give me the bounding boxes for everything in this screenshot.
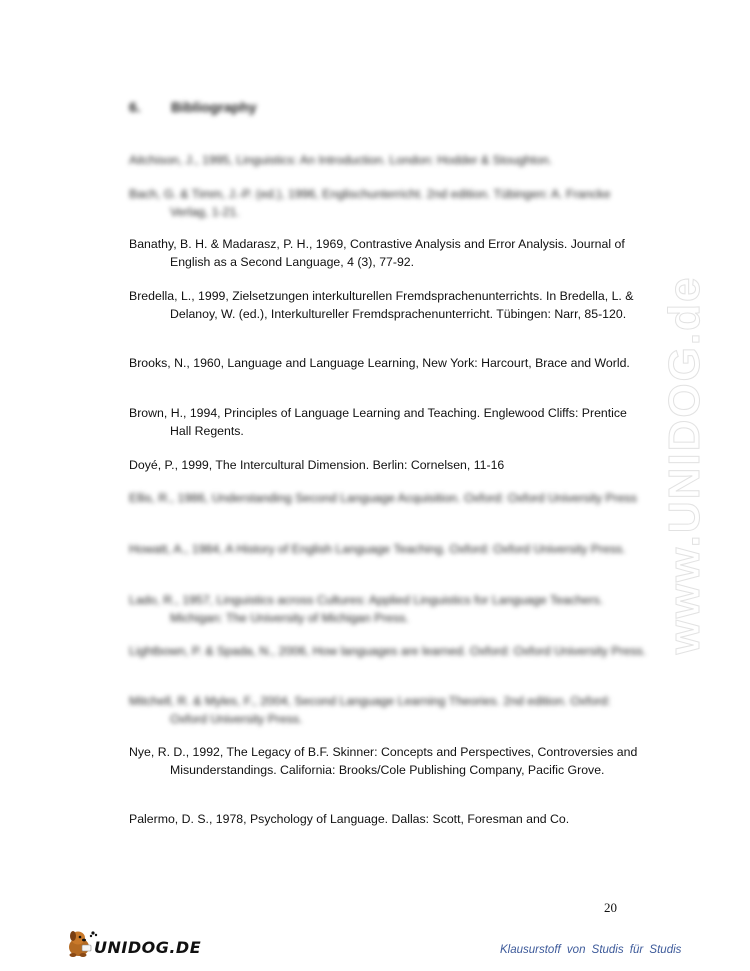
bib-entry-aitchison: Aitchison, J., 1995, Linguistics: An Introduction. London: Hodder & Stoughton.	[129, 153, 553, 167]
page-number: 20	[604, 900, 617, 915]
section-title: Bibliography	[171, 99, 257, 115]
footer-tagline: Klausurstoff von Studis für Studis	[500, 944, 682, 956]
bib-entry-lado: Lado, R., 1957, Linguistics across Cultures: Applied Linguistics for Language Teachers. Michigan: The University of Michigan Press.	[129, 593, 604, 625]
bib-entry-bach: Bach, G. & Timm, J.-P. (ed.), 1996, Englischunterricht. 2nd edition. Tübingen: A. Francke Verlag, 1-21.	[129, 187, 611, 219]
unidog-logo	[64, 924, 202, 964]
bib-entry-palermo: Palermo, D. S., 1978, Psychology of Language. Dallas: Scott, Foresman and Co.	[129, 812, 570, 826]
watermark-text: www.UNIDOG.de	[660, 275, 709, 655]
bib-entry-brown: Brown, H., 1994, Principles of Language Learning and Teaching. Englewood Cliffs: Prentice Hall Regents.	[129, 406, 627, 438]
watermark	[655, 250, 715, 680]
logo-text: UNIDOG.DE	[94, 938, 202, 957]
bib-entry-mitchell: Mitchell, R. & Myles, F., 2004, Second Language Learning Theories. 2nd edition. Oxford: Oxford University Press.	[129, 694, 611, 726]
bib-entry-ellis: Ellis, R., 1986, Understanding Second Language Acquisition. Oxford: Oxford University Press	[129, 491, 637, 505]
bib-entry-doye: Doyé, P., 1999, The Intercultural Dimension. Berlin: Cornelsen, 11-16	[129, 458, 505, 472]
bib-entry-howatt: Howatt, A., 1984, A History of English Language Teaching. Oxford: Oxford University Press.	[129, 542, 626, 556]
bib-entry-brooks: Brooks, N., 1960, Language and Language Learning, New York: Harcourt, Brace and World.	[129, 356, 630, 370]
bib-entry-bredella: Bredella, L., 1999, Zielsetzungen interkulturellen Fremdsprachenunterrichts. In Bredella, L. & Delanoy, W. (ed.), Interkultureller Fremdsprachenunterricht. Tübingen: Narr, 85-120.	[129, 289, 634, 321]
dog-mascot-icon	[64, 926, 98, 960]
section-heading	[129, 99, 257, 115]
bib-entry-nye: Nye, R. D., 1992, The Legacy of B.F. Skinner: Concepts and Perspectives, Controversies and Misunderstandings. California: Brooks/Cole Publishing Company, Pacific Grove.	[129, 745, 638, 777]
section-number: 6.	[129, 99, 141, 115]
bib-entry-banathy: Banathy, B. H. & Madarasz, P. H., 1969, Contrastive Analysis and Error Analysis. Journal of English as a Second Language, 4 (3), 77-92.	[129, 237, 625, 269]
bib-entry-lightbown: Lightbown, P. & Spada, N., 2006, How languages are learned. Oxford: Oxford University Press.	[129, 644, 647, 658]
